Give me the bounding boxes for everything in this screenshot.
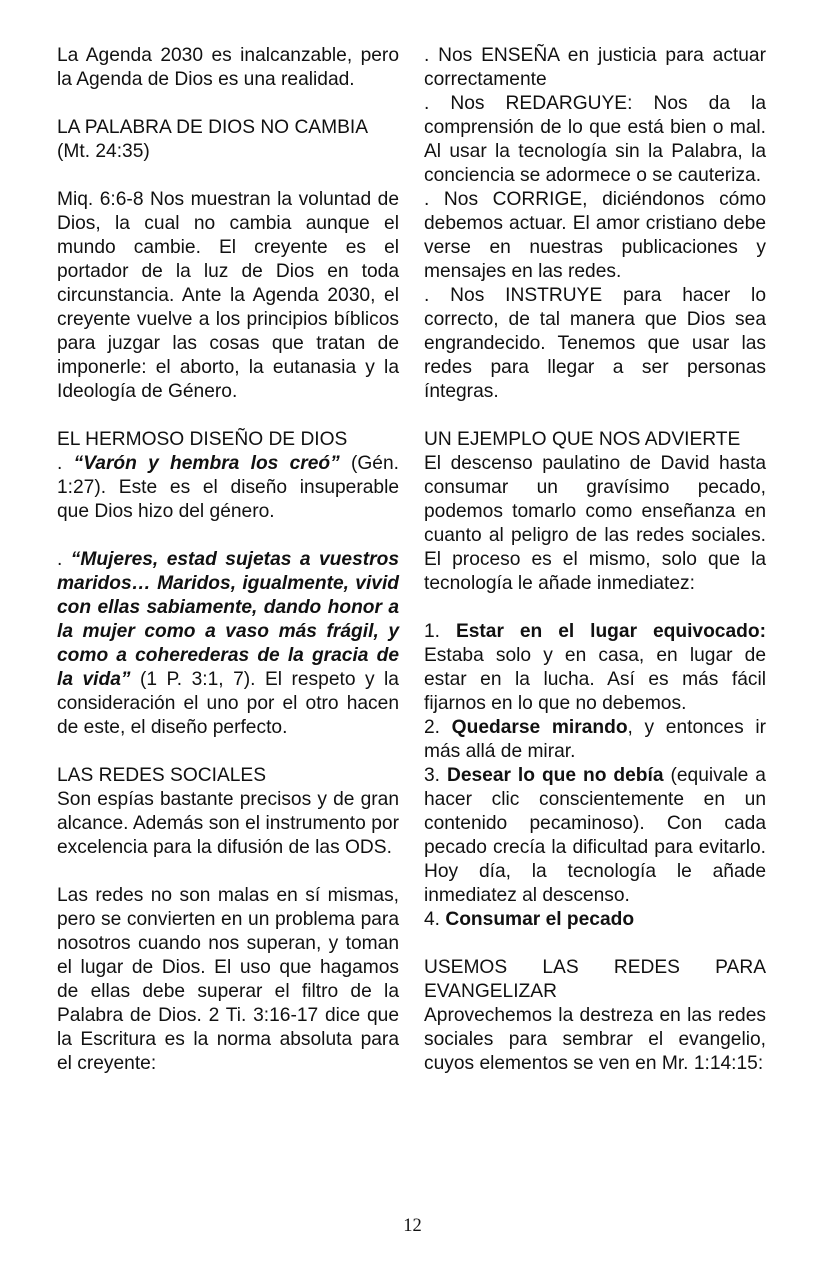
left-column	[57, 44, 399, 1076]
paragraph-miqueas: Miq. 6:6-8 Nos muestran la voluntad de Dios, la cual no cambia aunque el mundo cambie. El creyente es el portador de la luz de Dios en toda circunstancia. Ante la Agenda 2030, el creyente vuelve a los principios bíblicos para juzgar las cosas que tratan de imponerle: el aborto, la eutanasia y la Ideología de Género.	[57, 189, 399, 402]
heading-hermoso-diseno: EL HERMOSO DISEÑO DE DIOS	[57, 429, 348, 450]
bullet-dot: .	[57, 453, 74, 474]
step-4	[424, 908, 766, 932]
step-number: 4.	[424, 909, 446, 930]
paragraph-mujeres-maridos	[57, 548, 399, 740]
step-number: 3.	[424, 765, 447, 786]
step-1	[424, 620, 766, 716]
pedro-reference: (1 P. 3:1, 7). El respeto y la consideración el uno por el otro hacen de este, el diseño perfecto.	[57, 669, 399, 738]
paragraph-espias: Son espías bastante precisos y de gran alcance. Además son el instrumento por excelencia para la difusión de las ODS.	[57, 789, 399, 858]
quote-1-pedro: “Mujeres, estad sujetas a vuestros maridos… Maridos, igualmente, vivid con ellas sabiamente, dando honor a la mujer como a vaso más frágil, y como a coherederas de la gracia de la vida”	[57, 549, 399, 690]
step-text: Estaba solo y en casa, en lugar de estar en la lucha. Así es más fácil fijarnos en lo que no debemos.	[424, 645, 766, 714]
heading-ejemplo-advierte: UN EJEMPLO QUE NOS ADVIERTE	[424, 429, 741, 450]
page-number: 12	[403, 1216, 422, 1236]
heading-palabra-no-cambia: LA PALABRA DE DIOS NO CAMBIA (Mt. 24:35)	[57, 117, 367, 162]
step-text: (equivale a hacer clic conscientemente en un contenido pecaminoso). Con cada pecado crecía la dificultad para evitarlo. Hoy día, la tecnología le añade inmediatez al descenso.	[424, 765, 766, 906]
bullet-dot: .	[57, 549, 71, 570]
step-number: 1.	[424, 621, 456, 642]
item-ensena: . Nos ENSEÑA en justicia para actuar correctamente	[424, 45, 766, 90]
paragraph-varon-hembra	[57, 452, 399, 524]
paragraph-david: El descenso paulatino de David hasta consumar un gravísimo pecado, podemos tomarlo como enseñanza en cuanto al peligro de las redes sociales. El proceso es el mismo, solo que la tecnología le añade inmediatez:	[424, 453, 766, 594]
genesis-reference: (Gén. 1:27). Este es el diseño insuperable que Dios hizo del género.	[57, 453, 399, 522]
paragraph-aprovechemos: Aprovechemos la destreza en las redes sociales para sembrar el evangelio, cuyos elementos se ven en Mr. 1:14:15:	[424, 1005, 766, 1074]
step-title: Consumar el pecado	[445, 909, 635, 930]
step-title: Estar en el lugar equivocado:	[455, 621, 766, 642]
step-number: 2.	[424, 717, 452, 738]
item-redarguye: . Nos REDARGUYE: Nos da la comprensión de lo que está bien o mal. Al usar la tecnología sin la Palabra, la conciencia se adormece o se cauteriza.	[424, 93, 766, 186]
intro-paragraph: La Agenda 2030 es inalcanzable, pero la Agenda de Dios es una realidad.	[57, 45, 399, 90]
paragraph-redes-no-malas: Las redes no son malas en sí mismas, pero se convierten en un problema para nosotros cuando nos superan, y toman el lugar de Dios. El uso que hagamos de ellas debe superar el filtro de la Palabra de Dios. 2 Ti. 3:16-17 dice que la Escritura es la norma absoluta para el creyente:	[57, 885, 399, 1074]
step-2	[424, 716, 766, 764]
item-corrige: . Nos CORRIGE, diciéndonos cómo debemos actuar. El amor cristiano debe verse en nuestras publicaciones y mensajes en las redes.	[424, 189, 766, 282]
heading-usemos-redes: USEMOS LAS REDES PARA EVANGELIZAR	[424, 957, 766, 1002]
right-column	[424, 44, 766, 1076]
heading-redes-sociales: LAS REDES SOCIALES	[57, 765, 267, 786]
step-title: Quedarse mirando	[451, 717, 628, 738]
step-3	[424, 764, 766, 908]
step-text: , y entonces ir más allá de mirar.	[424, 717, 766, 762]
item-instruye: . Nos INSTRUYE para hacer lo correcto, de tal manera que Dios sea engrandecido. Tenemos que usar las redes para llegar a ser personas íntegras.	[424, 285, 766, 402]
quote-genesis: “Varón y hembra los creó”	[73, 453, 340, 474]
step-title: Desear lo que no debía	[446, 765, 664, 786]
